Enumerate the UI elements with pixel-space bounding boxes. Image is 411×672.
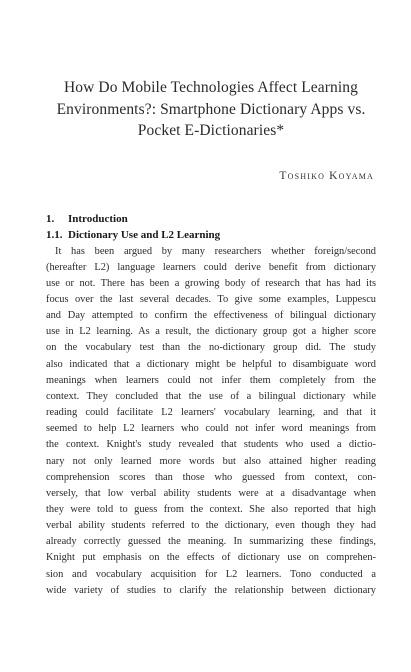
body-line: use in L2 learning. As a result, the dictionary group got a higher score [46,326,376,338]
body-line: also indicated that a dictionary might be helpful to disambiguate word [46,358,376,370]
body-line: (hereafter L2) language learners could derive benefit from dictionary [46,261,376,273]
body-line: they were told to guess from the context. She also reported that high [46,504,376,515]
body-line: nary not only learned more words but also attained higher reading [46,455,376,467]
paper-title [46,77,376,142]
body-line: meanings when learners could not infer them completely from the [46,374,376,386]
body-line: context. They concluded that the use of a bilingual dictionary while [46,390,376,402]
title-line: Pocket E-Dictionaries* [137,122,285,139]
subsection-heading [46,228,376,243]
paper-page [0,77,411,672]
body-line: verbal ability students referred to the dictionary, even though they had [46,520,376,532]
body-line: the context. Knight's study revealed that students who used a dictio- [46,439,376,451]
body-line: Knight put emphasis on the effects of dictionary use on comprehen- [46,552,376,564]
body-line: reading could facilitate L2 learners' vocabulary learning, and that it [46,407,376,419]
body-line: versely, that low verbal ability students were at a disadvantage when [46,487,376,499]
body-line: seemed to help L2 learners who could not infer word meanings from [46,423,376,435]
body-line: use or not. There has been a growing body of research that has had its [46,277,376,289]
body-line: focus over the last several decades. To give some examples, Luppescu [46,293,376,305]
body-line: sion and vocabulary acquisition for L2 learners. Tono conducted a [46,568,376,580]
body-line: and Day attempted to confirm the effectiveness of bilingual dictionary [46,310,376,322]
subsection-title: Dictionary Use and L2 Learning [68,228,221,241]
body-line: on the vocabulary test than the no-dictionary group did. The study [46,342,376,354]
body-line: wide variety of studies to clarify the relationship between dictionary [46,584,376,596]
body-line: already correctly guessed the meaning. In summarizing these findings, [46,536,376,548]
section-title: Introduction [68,212,128,225]
body-line: comprehension scores than those who guessed from context, con- [46,471,376,483]
title-line: Environments?: Smartphone Dictionary Apps vs. [56,100,366,118]
section-heading [46,212,376,227]
title-line: How Do Mobile Technologies Affect Learning [64,79,358,96]
author-name: Toshiko Koyama [279,169,374,182]
section-number: 1. [46,212,55,225]
subsection-number: 1.1. [46,228,63,241]
body-paragraph [46,244,376,599]
body-line: It has been argued by many researchers whether foreign/second [55,245,376,257]
